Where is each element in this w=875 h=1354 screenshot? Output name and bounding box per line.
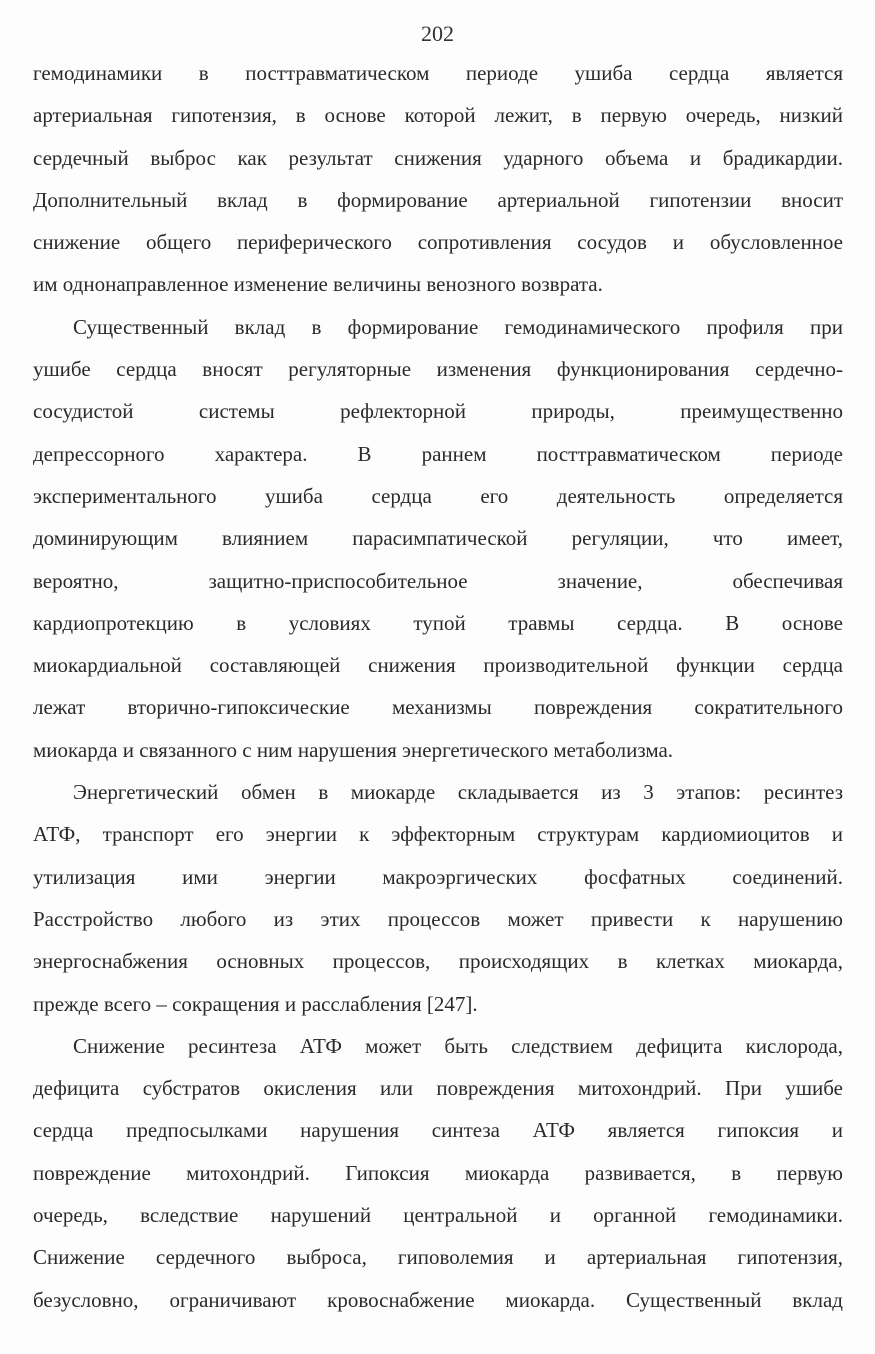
text-line: кардиопротекцию в условиях тупой травмы сердца. В основе [33, 610, 843, 635]
text-line: очередь, вследствие нарушений центральной и органной гемодинамики. [33, 1203, 843, 1228]
text-line: энергоснабжения основных процессов, происходящих в клетках миокарда, [33, 949, 843, 974]
text-line: сердечный выброс как результат снижения ударного объема и брадикардии. [33, 145, 843, 170]
text-line: миокардиальной составляющей снижения производительной функции сердца [33, 653, 843, 678]
text-line: Снижение сердечного выброса, гиповолемия и артериальная гипотензия, [33, 1245, 843, 1270]
text-line: доминирующим влиянием парасимпатической регуляции, что имеет, [33, 526, 843, 551]
text-line: дефицита субстратов окисления или повреждения митохондрий. При ушибе [33, 1076, 843, 1101]
text-line: прежде всего – сокращения и расслабления [247]. [33, 991, 478, 1016]
text-line: утилизация ими энергии макроэргических фосфатных соединений. [33, 864, 843, 889]
text-line: снижение общего периферического сопротивления сосудов и обусловленное [33, 230, 843, 255]
text-line: ушибе сердца вносят регуляторные изменения функционирования сердечно- [33, 357, 843, 382]
text-line: безусловно, ограничивают кровоснабжение миокарда. Существенный вклад [33, 1287, 843, 1312]
page-number: 202 [421, 21, 454, 46]
text-line: Энергетический обмен в миокарде складывается из 3 этапов: ресинтез [73, 780, 843, 805]
text-line: гемодинамики в посттравматическом периоде ушиба сердца является [33, 61, 843, 85]
text-line: миокарда и связанного с ним нарушения энергетического метаболизма. [33, 737, 674, 762]
text-line: депрессорного характера. В раннем посттравматическом периоде [33, 441, 843, 466]
text-line: вероятно, защитно-приспособительное значение, обеспечивая [33, 568, 843, 593]
text-line: Существенный вклад в формирование гемодинамического профиля при [73, 314, 843, 339]
text-line: АТФ, транспорт его энергии к эффекторным структурам кардиомиоцитов и [33, 822, 843, 847]
text-line: лежат вторично-гипоксические механизмы повреждения сократительного [33, 695, 843, 720]
text-line: им однонаправленное изменение величины венозного возврата. [33, 272, 603, 297]
text-line: повреждение митохондрий. Гипоксия миокарда развивается, в первую [33, 1160, 843, 1185]
text-line: Расстройство любого из этих процессов может привести к нарушению [33, 906, 843, 931]
body-text [33, 52, 843, 1321]
text-line: экспериментального ушиба сердца его деятельность определяется [33, 483, 843, 508]
text-line: Снижение ресинтеза АТФ может быть следствием дефицита кислорода, [73, 1033, 843, 1058]
text-line: сосудистой системы рефлекторной природы, преимущественно [33, 399, 843, 424]
text-line: сердца предпосылками нарушения синтеза АТФ является гипоксия и [33, 1118, 843, 1143]
text-line: артериальная гипотензия, в основе которой лежит, в первую очередь, низкий [33, 103, 843, 128]
text-line: Дополнительный вклад в формирование артериальной гипотензии вносит [33, 187, 843, 212]
